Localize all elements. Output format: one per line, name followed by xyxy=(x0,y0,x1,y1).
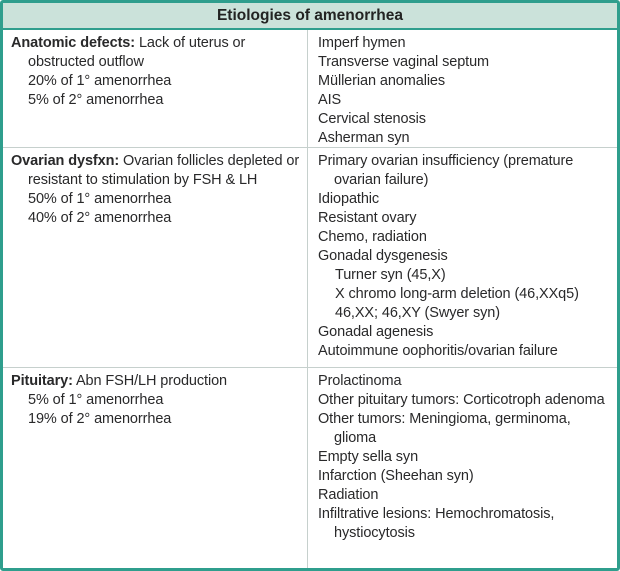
stat-line: 50% of 1° amenorrhea xyxy=(28,191,172,207)
list-item: Empty sella syn xyxy=(318,449,419,465)
cell-pituitary-left xyxy=(3,368,308,568)
stat-line: 5% of 1° amenorrhea xyxy=(28,392,164,408)
list-subitem: 46,XX; 46,XY (Swyer syn) xyxy=(335,305,500,321)
table-row-ovarian-dysfxn xyxy=(3,147,617,367)
list-item: Gonadal dysgenesis xyxy=(318,248,448,264)
list-item: Imperf hymen xyxy=(318,35,406,51)
category-term: Ovarian dysfxn: xyxy=(11,153,120,169)
list-item: Radiation xyxy=(318,487,379,503)
cell-anatomic-left xyxy=(3,30,308,147)
list-item: Asherman syn xyxy=(318,130,410,146)
list-item: Cervical stenosis xyxy=(318,111,426,127)
list-item: Infarction (Sheehan syn) xyxy=(318,468,474,484)
cell-anatomic-right xyxy=(308,30,617,147)
stat-line: 40% of 2° amenorrhea xyxy=(28,210,172,226)
table-header xyxy=(3,3,617,30)
list-item: Transverse vaginal septum xyxy=(318,54,490,70)
list-item: Other pituitary tumors: Corticotroph adenoma xyxy=(318,392,605,408)
list-item: Chemo, radiation xyxy=(318,229,427,245)
table-title: Etiologies of amenorrhea xyxy=(216,6,404,24)
list-subitem: Turner syn (45,X) xyxy=(335,267,446,283)
list-subitem: X chromo long-arm deletion (46,XXq5) xyxy=(335,286,579,302)
stat-line: 19% of 2° amenorrhea xyxy=(28,411,172,427)
stat-line: 5% of 2° amenorrhea xyxy=(28,92,164,108)
list-item: Autoimmune oophoritis/ovarian failure xyxy=(318,343,558,359)
category-term: Pituitary: xyxy=(11,373,73,389)
table-body xyxy=(3,30,617,568)
list-item: AIS xyxy=(318,92,342,108)
cell-pituitary-right xyxy=(308,368,617,568)
table-row-pituitary xyxy=(3,367,617,568)
table-row-anatomic-defects xyxy=(3,30,617,147)
category-heading xyxy=(11,34,301,72)
list-item: Infiltrative lesions: Hemochromatosis, hystiocytosis xyxy=(318,506,555,541)
list-item: Prolactinoma xyxy=(318,373,402,389)
list-item: Müllerian anomalies xyxy=(318,73,446,89)
category-heading xyxy=(11,372,301,391)
list-item: Primary ovarian insufficiency (premature ovarian failure) xyxy=(318,153,574,188)
cell-ovarian-left xyxy=(3,148,308,367)
category-desc: Lack of uterus or obstructed outflow xyxy=(28,35,246,70)
category-heading xyxy=(11,152,301,190)
cell-ovarian-right xyxy=(308,148,617,367)
list-item: Idiopathic xyxy=(318,191,380,207)
list-item: Gonadal agenesis xyxy=(318,324,434,340)
list-item: Other tumors: Meningioma, germinoma, glioma xyxy=(318,411,571,446)
category-desc: Ovarian follicles depleted or resistant to stimulation by FSH & LH xyxy=(28,153,300,188)
stat-line: 20% of 1° amenorrhea xyxy=(28,73,172,89)
category-term: Anatomic defects: xyxy=(11,35,135,51)
list-item: Resistant ovary xyxy=(318,210,417,226)
category-desc: Abn FSH/LH production xyxy=(75,373,228,389)
